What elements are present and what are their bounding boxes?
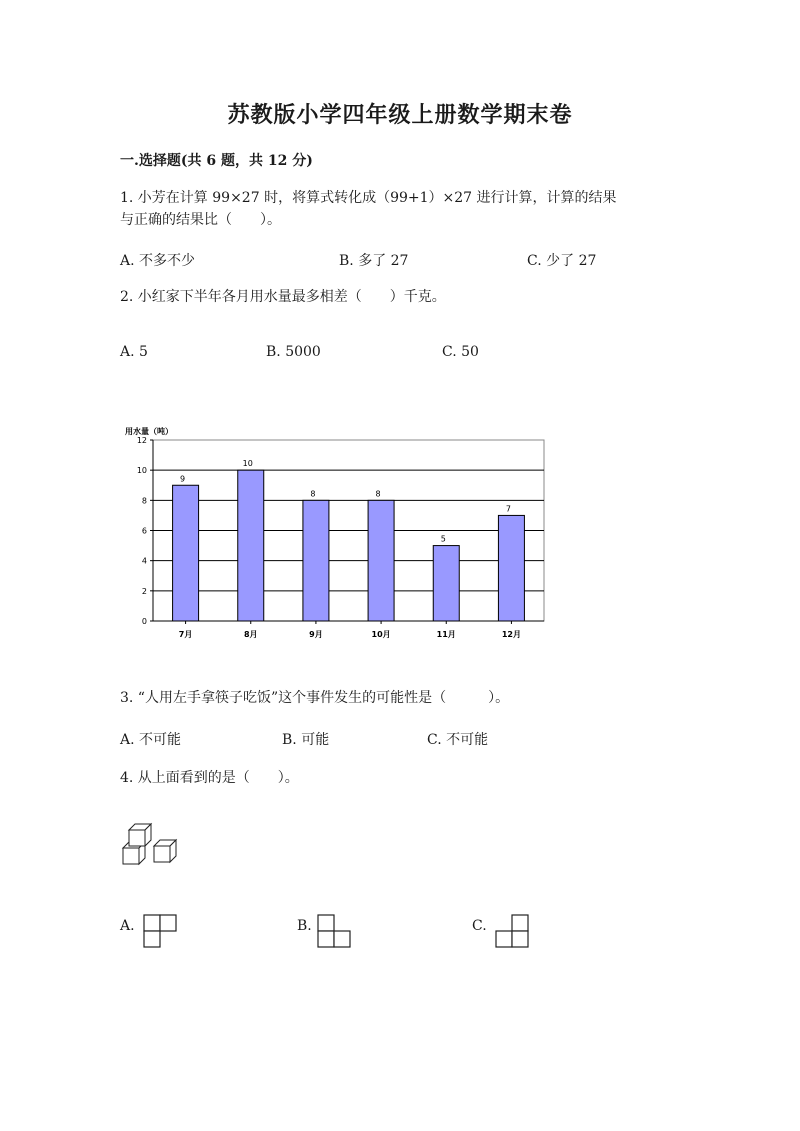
- y-tick-label: 12: [136, 436, 147, 445]
- y-tick-label: 8: [141, 496, 147, 506]
- data-label: 7: [505, 504, 511, 514]
- question-2-option-b: B. 5000: [266, 344, 321, 360]
- y-tick-label: 0: [141, 617, 147, 626]
- y-tick-label: 2: [141, 586, 147, 596]
- question-3-line-1: 3. “人用左手拿筷子吃饭”这个事件发生的可能性是（ ）。: [120, 690, 510, 706]
- question-4-option-c: C.: [472, 918, 487, 934]
- question-3-option-b: B. 可能: [282, 732, 330, 748]
- data-label: 9: [180, 474, 186, 484]
- bar-1: [173, 485, 199, 621]
- option-c-top-view-figure: [495, 914, 531, 950]
- section-heading: 一.选择题(共 6 题，共 12 分): [120, 153, 313, 169]
- page-title: 苏教版小学四年级上册数学期末卷: [227, 102, 573, 128]
- x-tick-label: 9月: [309, 630, 323, 639]
- water-usage-bar-chart: [118, 418, 558, 650]
- bar-2: [238, 470, 264, 621]
- x-tick-label: 7月: [178, 630, 193, 639]
- question-2-line-1: 2. 小红家下半年各月用水量最多相差（ ）千克。: [120, 289, 446, 305]
- question-4-option-b: B.: [297, 918, 312, 934]
- x-tick-label: 11月: [436, 630, 456, 639]
- data-label: 5: [440, 534, 446, 544]
- x-tick-label: 12月: [501, 630, 521, 639]
- question-4-line-1: 4. 从上面看到的是（ ）。: [120, 770, 299, 786]
- y-tick-label: 6: [141, 526, 147, 536]
- question-3-option-c: C. 不可能: [427, 732, 489, 748]
- question-1-line-2: 与正确的结果比（ ）。: [120, 212, 281, 228]
- cube-stack-figure: [120, 820, 184, 870]
- y-axis-label: 用水量（吨）: [125, 427, 173, 436]
- bar-5: [433, 546, 459, 621]
- option-b-top-view-figure: [317, 914, 353, 950]
- x-tick-label: 8月: [243, 630, 258, 639]
- y-tick-label: 10: [136, 466, 147, 476]
- question-4-option-a: A.: [120, 918, 135, 934]
- option-a-top-view-figure: [143, 914, 179, 950]
- question-1-option-b: B. 多了 27: [339, 253, 409, 269]
- bar-3: [303, 500, 329, 621]
- x-tick-label: 10月: [371, 630, 391, 639]
- question-2-option-c: C. 50: [442, 344, 479, 360]
- bar-6: [498, 515, 524, 621]
- data-label: 8: [375, 489, 381, 499]
- question-3-option-a: A. 不可能: [120, 732, 182, 748]
- question-1-option-a: A. 不多不少: [120, 253, 196, 269]
- data-label: 10: [242, 459, 253, 469]
- question-1-line-1: 1. 小芳在计算 99×27 时，将算式转化成（99+1）×27 进行计算，计算的结果: [120, 190, 617, 206]
- question-1-option-c: C. 少了 27: [527, 253, 597, 269]
- bar-4: [368, 500, 394, 621]
- y-tick-label: 4: [141, 556, 147, 566]
- data-label: 8: [310, 489, 316, 499]
- question-2-option-a: A. 5: [120, 344, 148, 360]
